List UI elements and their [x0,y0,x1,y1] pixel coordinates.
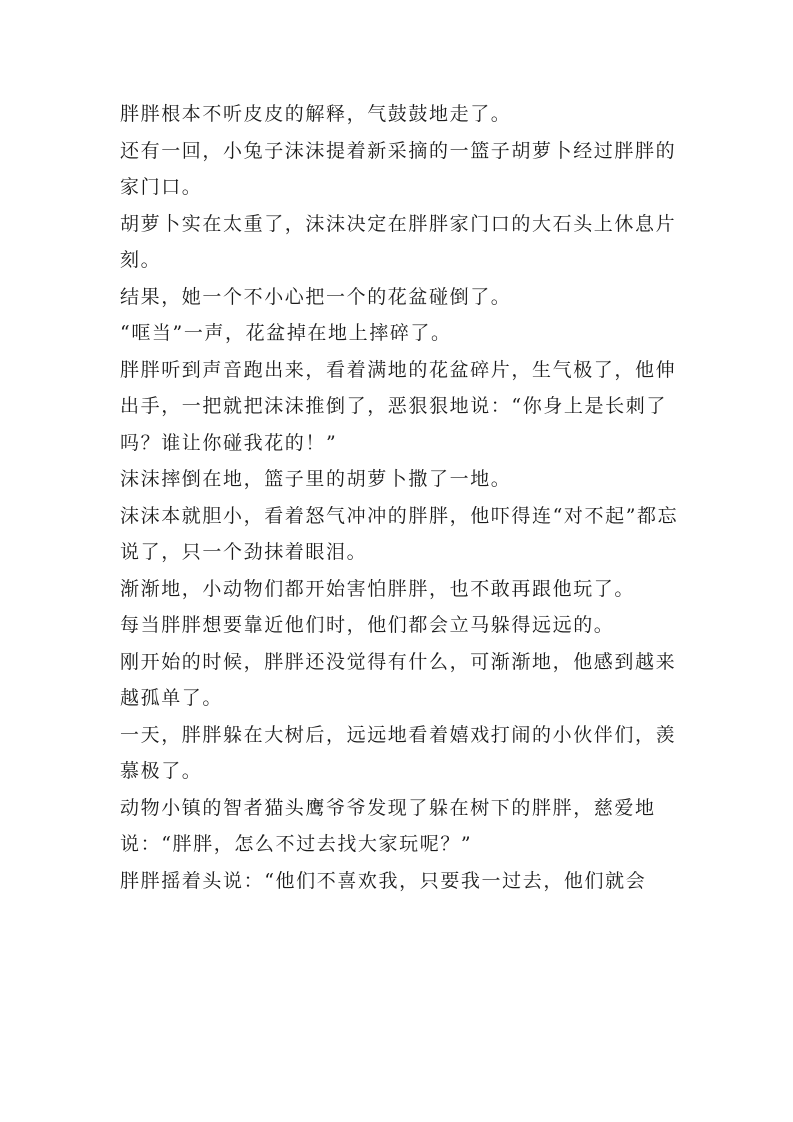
paragraph: 一天，胖胖躲在大树后，远远地看着嬉戏打闹的小伙伴们，羡慕极了。 [120,723,677,782]
story-text [120,96,680,899]
paragraph: 渐渐地，小动物们都开始害怕胖胖，也不敢再跟他玩了。 [120,577,636,600]
paragraph: “哐当”一声，花盆掉在地上摔碎了。 [120,322,452,344]
paragraph: 还有一回，小兔子沫沫提着新采摘的一篮子胡萝卜经过胖胖的家门口。 [120,139,677,198]
paragraph: 结果，她一个不小心把一个的花盆碰倒了。 [120,285,512,308]
paragraph: 沫沫本就胆小，看着怒气冲冲的胖胖，他吓得连“对不起”都忘说了，只一个劲抹着眼泪。 [120,504,679,563]
paragraph: 每当胖胖想要靠近他们时，他们都会立马躲得远远的。 [120,614,615,636]
paragraph: 胖胖听到声音跑出来，看着满地的花盆碎片，生气极了，他伸出手，一把就把沫沫推倒了，恶狠狠地说：“你身上是长刺了吗？谁让你碰我花的！” [120,358,677,454]
paragraph: 胖胖根本不听皮皮的解释，气鼓鼓地走了。 [120,103,512,125]
paragraph: 胖胖摇着头说：“他们不喜欢我，只要我一过去，他们就会 [120,869,647,892]
paragraph: 沫沫摔倒在地，篮子里的胡萝卜撒了一地。 [120,468,512,490]
paragraph: 胡萝卜实在太重了，沫沫决定在胖胖家门口的大石头上休息片刻。 [120,212,677,271]
paragraph: 动物小镇的智者猫头鹰爷爷发现了躲在树下的胖胖，慈爱地说：“胖胖，怎么不过去找大家玩呢？” [120,796,656,855]
paragraph: 刚开始的时候，胖胖还没觉得有什么，可渐渐地，他感到越来越孤单了。 [120,650,677,709]
